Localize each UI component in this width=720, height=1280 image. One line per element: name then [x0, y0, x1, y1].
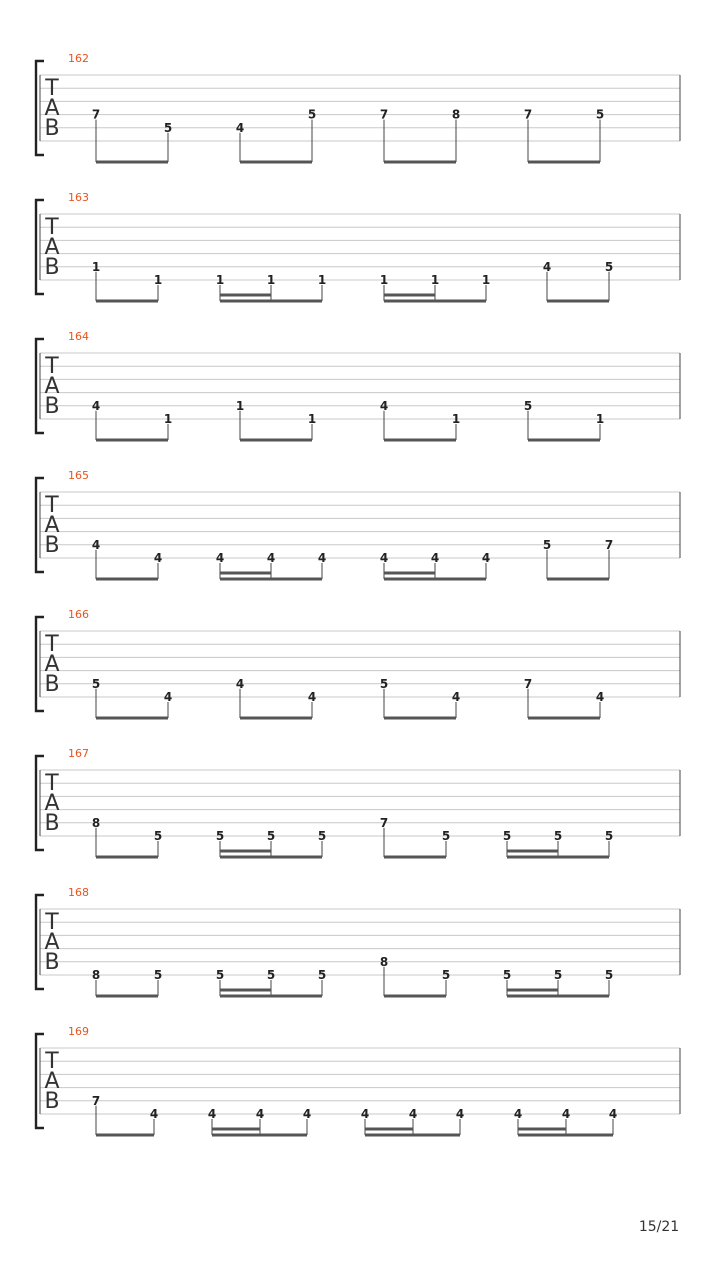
tab-clef-letter: A [44, 235, 60, 260]
fret-number: 7 [523, 676, 533, 691]
beam [507, 856, 609, 859]
measure-number: 168 [68, 886, 89, 899]
fret-number: 4 [451, 690, 461, 704]
fret-number: 5 [153, 829, 163, 843]
fret-number: 5 [553, 829, 563, 843]
fret-number: 5 [379, 676, 389, 691]
measure-number: 167 [68, 747, 89, 760]
secondary-beam [365, 1128, 413, 1131]
measure-number: 164 [68, 330, 89, 343]
fret-number: 4 [595, 690, 605, 704]
fret-number: 7 [523, 107, 533, 122]
fret-number: 1 [153, 273, 163, 287]
beam [384, 995, 446, 998]
fret-number: 5 [553, 968, 563, 982]
fret-number: 5 [502, 968, 512, 982]
fret-number: 1 [307, 412, 317, 426]
tab-clef-letter: T [45, 76, 59, 101]
tab-clef-letter: A [44, 513, 60, 538]
measure-number: 169 [68, 1025, 89, 1038]
fret-number: 7 [604, 537, 614, 552]
fret-number: 4 [430, 551, 440, 565]
fret-number: 4 [307, 690, 317, 704]
fret-number: 4 [481, 551, 491, 565]
fret-number: 5 [441, 968, 451, 982]
beam [96, 439, 168, 442]
secondary-beam [220, 294, 271, 297]
fret-number: 4 [302, 1107, 312, 1121]
fret-number: 4 [207, 1107, 217, 1121]
beam [547, 300, 609, 303]
fret-number: 8 [451, 107, 461, 122]
beam [240, 439, 312, 442]
secondary-beam [507, 989, 558, 992]
tab-clef-letter: T [45, 632, 59, 657]
fret-number: 5 [266, 829, 276, 843]
tab-clef-letter: T [45, 354, 59, 379]
beam [96, 1134, 154, 1137]
tab-clef-letter: B [44, 394, 60, 419]
fret-number: 7 [379, 815, 389, 830]
fret-number: 1 [266, 273, 276, 287]
beam [528, 439, 600, 442]
tab-clef-letter: B [44, 1089, 60, 1114]
fret-number: 5 [604, 829, 614, 843]
fret-number: 4 [608, 1107, 618, 1121]
fret-number: 8 [91, 815, 101, 830]
fret-number: 4 [235, 120, 245, 135]
fret-number: 7 [379, 107, 389, 122]
beam [507, 995, 609, 998]
fret-number: 5 [604, 259, 614, 274]
fret-number: 1 [430, 273, 440, 287]
fret-number: 5 [215, 968, 225, 982]
tab-clef-letter: T [45, 771, 59, 796]
fret-number: 4 [561, 1107, 571, 1121]
fret-number: 5 [523, 398, 533, 413]
tab-clef-letter: T [45, 1049, 59, 1074]
fret-number: 1 [481, 273, 491, 287]
fret-number: 5 [542, 537, 552, 552]
tab-clef-letter: B [44, 811, 60, 836]
beam [528, 717, 600, 720]
beam [96, 856, 158, 859]
beam [384, 161, 456, 164]
fret-number: 8 [379, 954, 389, 969]
beam [220, 856, 322, 859]
tab-clef-letter: B [44, 950, 60, 975]
fret-number: 4 [91, 537, 101, 552]
fret-number: 5 [441, 829, 451, 843]
beam [547, 578, 609, 581]
fret-number: 4 [215, 551, 225, 565]
fret-number: 1 [595, 412, 605, 426]
tab-clef-letter: B [44, 533, 60, 558]
measure-number: 162 [68, 52, 89, 65]
fret-number: 5 [317, 968, 327, 982]
beam [96, 995, 158, 998]
fret-number: 5 [502, 829, 512, 843]
secondary-beam [212, 1128, 260, 1131]
fret-number: 4 [149, 1107, 159, 1121]
measure-number: 166 [68, 608, 89, 621]
tab-clef-letter: A [44, 374, 60, 399]
secondary-beam [220, 850, 271, 853]
fret-number: 4 [235, 676, 245, 691]
secondary-beam [507, 850, 558, 853]
beam [220, 300, 322, 303]
fret-number: 5 [317, 829, 327, 843]
tab-clef-letter: T [45, 493, 59, 518]
fret-number: 1 [91, 259, 101, 274]
fret-number: 4 [379, 398, 389, 413]
page-number: 15/21 [638, 1219, 680, 1235]
fret-number: 4 [455, 1107, 465, 1121]
measure-number: 165 [68, 469, 89, 482]
fret-number: 5 [604, 968, 614, 982]
beam [96, 717, 168, 720]
tab-clef-letter: B [44, 672, 60, 697]
beam [220, 578, 322, 581]
tab-clef-letter: B [44, 255, 60, 280]
tab-clef-letter: A [44, 930, 60, 955]
beam [384, 300, 486, 303]
tab-clef-letter: T [45, 215, 59, 240]
fret-number: 5 [91, 676, 101, 691]
tab-clef-letter: A [44, 96, 60, 121]
fret-number: 1 [379, 273, 389, 287]
secondary-beam [518, 1128, 566, 1131]
tab-clef-letter: A [44, 791, 60, 816]
fret-number: 1 [163, 412, 173, 426]
fret-number: 4 [163, 690, 173, 704]
fret-number: 4 [408, 1107, 418, 1121]
fret-number: 1 [215, 273, 225, 287]
beam [96, 300, 158, 303]
fret-number: 1 [451, 412, 461, 426]
fret-number: 1 [235, 398, 245, 413]
fret-number: 5 [266, 968, 276, 982]
secondary-beam [384, 572, 435, 575]
fret-number: 7 [91, 1093, 101, 1108]
beam [518, 1134, 613, 1137]
beam [528, 161, 600, 164]
fret-number: 4 [91, 398, 101, 413]
beam [384, 439, 456, 442]
beam [96, 578, 158, 581]
fret-number: 4 [255, 1107, 265, 1121]
fret-number: 8 [91, 968, 101, 982]
tab-clef-letter: T [45, 910, 59, 935]
measure-number: 163 [68, 191, 89, 204]
secondary-beam [220, 989, 271, 992]
tab-clef-letter: B [44, 116, 60, 141]
fret-number: 5 [307, 107, 317, 122]
beam [240, 161, 312, 164]
fret-number: 5 [153, 968, 163, 982]
fret-number: 4 [513, 1107, 523, 1121]
beam [212, 1134, 307, 1137]
beam [240, 717, 312, 720]
fret-number: 1 [317, 273, 327, 287]
fret-number: 7 [91, 107, 101, 122]
fret-number: 4 [317, 551, 327, 565]
beam [384, 856, 446, 859]
beam [220, 995, 322, 998]
beam [96, 161, 168, 164]
secondary-beam [220, 572, 271, 575]
fret-number: 4 [360, 1107, 370, 1121]
fret-number: 5 [595, 107, 605, 122]
beam [384, 717, 456, 720]
beam [384, 578, 486, 581]
fret-number: 5 [215, 829, 225, 843]
tab-clef-letter: A [44, 652, 60, 677]
tab-clef-letter: A [44, 1069, 60, 1094]
fret-number: 4 [379, 551, 389, 565]
secondary-beam [384, 294, 435, 297]
fret-number: 4 [542, 259, 552, 274]
beam [365, 1134, 460, 1137]
fret-number: 5 [163, 120, 173, 135]
fret-number: 4 [153, 551, 163, 565]
fret-number: 4 [266, 551, 276, 565]
